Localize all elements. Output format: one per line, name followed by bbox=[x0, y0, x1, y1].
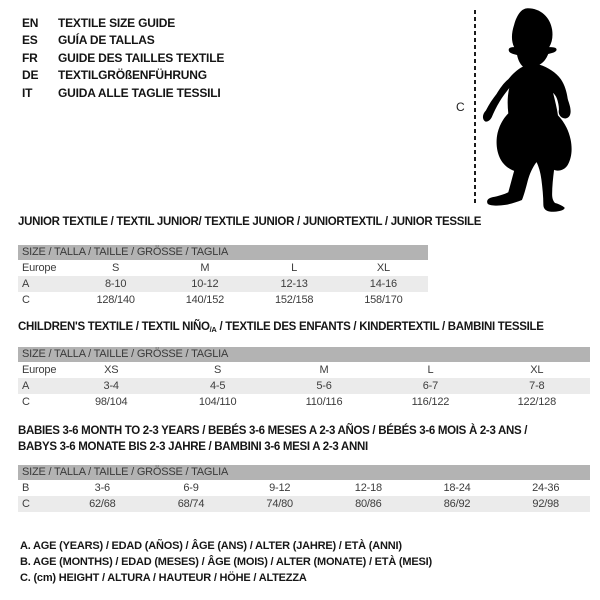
children-table-title bbox=[18, 320, 544, 337]
language-code: EN bbox=[22, 15, 39, 30]
table-cell: 6-9 bbox=[183, 482, 199, 494]
table-cell: 110/116 bbox=[305, 396, 343, 408]
children-table-title-sub: /A bbox=[209, 325, 217, 334]
language-code: IT bbox=[22, 85, 33, 100]
footnote-height-cm: C. (cm) HEIGHT / ALTURA / HAUTEUR / HÖHE / ALTEZZA bbox=[20, 572, 307, 584]
row-label: C bbox=[22, 498, 30, 510]
table-cell: XL bbox=[530, 364, 544, 376]
language-row-en bbox=[22, 14, 224, 32]
table-cell: 6-7 bbox=[422, 380, 439, 392]
table-cell: L bbox=[427, 364, 434, 376]
table-row-europe bbox=[18, 362, 590, 378]
language-code: ES bbox=[22, 33, 38, 48]
table-cell: 7-8 bbox=[529, 380, 545, 392]
language-code: DE bbox=[22, 68, 39, 83]
table-cell: 80/86 bbox=[355, 498, 382, 510]
babies-table-title bbox=[18, 423, 527, 455]
table-cell: 8-10 bbox=[105, 278, 127, 290]
table-cell: 4-5 bbox=[209, 380, 226, 392]
table-cell: 92/98 bbox=[532, 498, 559, 510]
table-cell: 98/104 bbox=[94, 396, 128, 408]
table-cell: S bbox=[214, 364, 222, 376]
table-row-age bbox=[18, 276, 428, 292]
table-cell: 116/122 bbox=[411, 396, 450, 408]
table-cell: S bbox=[112, 262, 120, 274]
table-cell: M bbox=[319, 364, 329, 376]
table-cell: 104/110 bbox=[198, 396, 237, 408]
row-label: C bbox=[22, 294, 30, 306]
table-row-height bbox=[18, 292, 428, 308]
table-row-age bbox=[18, 378, 590, 394]
table-cell: 158/170 bbox=[364, 294, 403, 306]
language-code: FR bbox=[22, 50, 38, 65]
table-cell: 86/92 bbox=[443, 498, 471, 510]
table-cell: L bbox=[291, 262, 298, 274]
children-table-title-pre: CHILDREN'S TEXTILE / TEXTIL NIÑO bbox=[18, 321, 210, 333]
table-cell: 9-12 bbox=[269, 482, 291, 494]
table-cell: 14-16 bbox=[369, 278, 397, 290]
language-title: GUÍA DE TALLAS bbox=[58, 33, 155, 48]
language-row-fr bbox=[22, 49, 224, 67]
table-row-height bbox=[18, 496, 590, 512]
table-cell: 152/158 bbox=[274, 294, 314, 306]
row-label: Europe bbox=[22, 262, 57, 274]
table-cell: 122/128 bbox=[517, 396, 557, 408]
row-label: B bbox=[22, 482, 30, 494]
language-list bbox=[22, 14, 224, 102]
table-cell: XL bbox=[376, 262, 390, 274]
babies-table-title-line2: BABYS 3-6 MONATE BIS 2-3 JAHRE / BAMBINI 3-6 MESI A 2-3 ANNI bbox=[18, 441, 368, 453]
table-cell: 24-36 bbox=[532, 482, 560, 494]
size-header-band: SIZE / TALLA / TAILLE / GRÖSSE / TAGLIA bbox=[18, 245, 428, 260]
table-cell: 140/152 bbox=[185, 294, 225, 306]
language-row-es bbox=[22, 32, 224, 50]
children-table-title-post: / TEXTILE DES ENFANTS / KINDERTEXTIL / BAMBINI TESSILE bbox=[216, 321, 544, 333]
footnote-age-months: B. AGE (MONTHS) / EDAD (MESES) / ÂGE (MOIS) / ALTER (MONATE) / ETÀ (MESI) bbox=[20, 556, 432, 568]
baby-silhouette-icon bbox=[482, 4, 594, 214]
table-cell: 5-6 bbox=[316, 380, 332, 392]
table-cell: 12-18 bbox=[354, 482, 382, 494]
table-cell: M bbox=[200, 262, 210, 274]
footnote-age-years: A. AGE (YEARS) / EDAD (AÑOS) / ÂGE (ANS) / ALTER (JAHRE) / ETÀ (ANNI) bbox=[20, 540, 402, 552]
language-title: TEXTILGRÖßENFÜHRUNG bbox=[58, 68, 207, 83]
language-title: TEXTILE SIZE GUIDE bbox=[58, 15, 176, 30]
junior-size-table bbox=[18, 245, 428, 308]
table-cell: 3-6 bbox=[94, 482, 110, 494]
table-cell: 68/74 bbox=[177, 498, 205, 510]
row-label: C bbox=[22, 396, 30, 408]
junior-table-title: JUNIOR TEXTILE / TEXTIL JUNIOR/ TEXTILE JUNIOR / JUNIORTEXTIL / JUNIOR TESSILE bbox=[18, 216, 482, 228]
table-cell: 3-4 bbox=[103, 380, 119, 392]
language-title: GUIDA ALLE TAGLIE TESSILI bbox=[58, 85, 221, 100]
babies-size-table bbox=[18, 465, 590, 512]
table-cell: 10-12 bbox=[191, 278, 219, 290]
language-row-de bbox=[22, 67, 224, 85]
table-row-europe bbox=[18, 260, 428, 276]
row-label: Europe bbox=[22, 364, 57, 376]
language-title: GUIDE DES TAILLES TEXTILE bbox=[58, 50, 225, 65]
babies-table-title-line1: BABIES 3-6 MONTH TO 2-3 YEARS / BEBÉS 3-6 MESES A 2-3 AÑOS / BÉBÉS 3-6 MOIS À 2-3 ANS / bbox=[18, 425, 528, 437]
row-label: A bbox=[22, 278, 30, 290]
row-label: A bbox=[22, 380, 30, 392]
table-cell: 18-24 bbox=[443, 482, 471, 494]
table-cell: XS bbox=[104, 364, 119, 376]
table-cell: 74/80 bbox=[266, 498, 293, 510]
footnotes bbox=[20, 538, 432, 586]
table-row-months bbox=[18, 480, 590, 496]
height-measure-label: C bbox=[456, 100, 465, 114]
children-size-table bbox=[18, 347, 590, 410]
size-header-band: SIZE / TALLA / TAILLE / GRÖSSE / TAGLIA bbox=[18, 347, 590, 362]
table-cell: 12-13 bbox=[280, 278, 308, 290]
table-cell: 62/68 bbox=[89, 498, 116, 510]
size-header-band: SIZE / TALLA / TAILLE / GRÖSSE / TAGLIA bbox=[18, 465, 590, 480]
height-dashed-line bbox=[474, 10, 476, 206]
language-row-it bbox=[22, 84, 224, 102]
table-row-height bbox=[18, 394, 590, 410]
table-cell: 128/140 bbox=[96, 294, 135, 306]
